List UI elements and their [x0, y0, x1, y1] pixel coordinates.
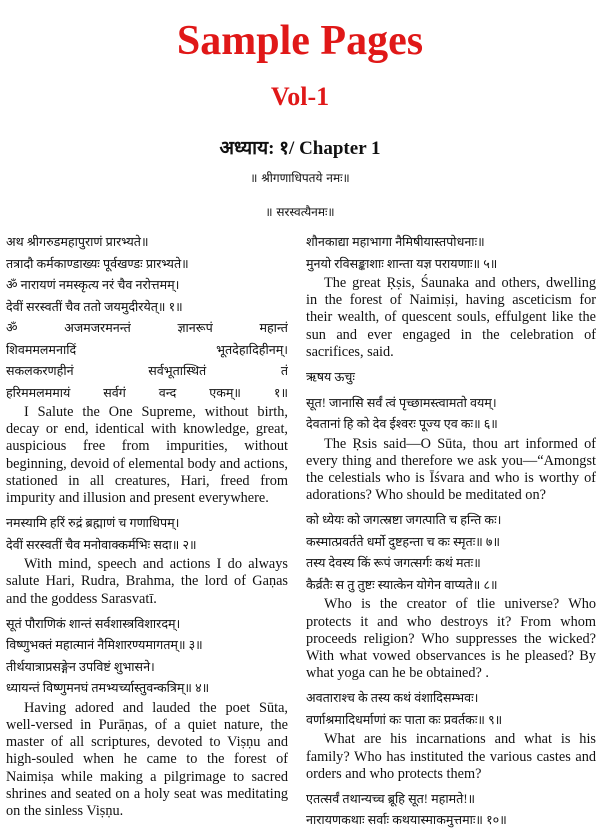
sanskrit-line: सूत! जानासि सर्वं त्वं पृच्छामस्त्वामतो वयम्। — [306, 395, 497, 410]
translation-paragraph: Who is the creator of tlie universe? Who protects it and who destroys it? From whom proceeds religion? Who suppresses the wicked? With what vowed observances is he pleased? By what yoga can he be obtained? . — [306, 596, 596, 682]
sanskrit-line: देवतानां हि को देव ईश्वरः पूज्य एव कः॥ ६॥ — [306, 417, 498, 432]
sanskrit-line: तस्य देवस्य किं रूपं जगत्सर्गः कथं मतः॥ — [306, 556, 481, 571]
sanskrit-line: नारायणकथाः सर्वाः कथयास्माकमुत्तमाः॥ १०॥ — [306, 813, 507, 828]
speaker-label: ऋषय ऊचुः — [306, 370, 355, 385]
sanskrit-line: देवीं सरस्वतीं चैव मनोवाक्कर्मभिः सदा॥ २॥ — [6, 537, 197, 552]
volume-label: Vol-1 — [270, 82, 330, 111]
sanskrit-line: वर्णाश्रमादिधर्माणां कः पाता कः प्रवर्तकः॥ ९॥ — [306, 712, 503, 727]
sanskrit-line: कैर्व्रतैः स तु तुष्टः स्यात्केन योगेन वाप्यते॥ ८॥ — [306, 577, 498, 592]
sanskrit-line: कस्मात्प्रवर्तते धर्मो दुष्टहन्ता च कः स्मृतः॥ ७॥ — [306, 534, 501, 549]
translation-paragraph: I Salute the One Supreme, without birth, decay or end, identical with knowledge, great, auspicious free from impurities, without beginning, devoid of elemental body and actions, stationed in all creatures, Hari, freed from impurity and illusion and present everywhere. — [6, 404, 288, 507]
translation-paragraph: With mind, speech and actions I do always salute Hari, Rudra, Brahma, the lord of Gaṇas and the goddess Sarasvatī. — [6, 556, 288, 607]
sanskrit-line: हरिममलममायं सर्वगं वन्द एकम्॥ १॥ — [6, 385, 288, 400]
sanskrit-line: एतत्सर्वं तथान्यच्च ब्रूहि सूत! महामते!॥ — [306, 791, 476, 806]
sanskrit-line: सूतं पौराणिकं शान्तं सर्वशास्त्रविशारदम्। — [6, 616, 181, 631]
chapter-heading: अध्याय: १/ Chapter 1 — [219, 138, 381, 159]
sanskrit-line: विष्णुभक्तं महात्मानं नैमिशारण्यमागतम्॥ ३॥ — [6, 638, 203, 653]
sanskrit-line: नमस्यामि हरिं रुद्रं ब्रह्माणं च गणाधिपम्। — [6, 516, 180, 531]
translation-paragraph: What are his incarnations and what is his family? Who has instituted the various castes and orders and who protects them? — [306, 731, 596, 782]
translation-paragraph: The great Ṛṣis, Śaunaka and others, dwelling in the forest of Naimiṣi, having asceticism for their wealth, of quescent souls, effulgent like the sun and ever engaged in the celebration of sacrifices, said. — [306, 275, 596, 360]
sanskrit-line: ॐ अजमजरमनन्तं ज्ञानरूपं महान्तं — [6, 321, 288, 335]
sanskrit-line: को ध्येयः को जगत्स्रष्टा जगत्पाति च हन्ति कः। — [306, 513, 502, 528]
sanskrit-line: मुनयो रविसङ्काशाः शान्ता यज्ञ परायणाः॥ ५॥ — [306, 256, 498, 271]
sanskrit-line: तीर्थयात्राप्रसङ्गेन उपविष्टं शुभासने। — [6, 659, 155, 674]
invocation-sarasvati: ॥ सरस्वत्यैनमः॥ — [265, 205, 335, 219]
page-title: Sample Pages — [176, 18, 424, 64]
right-column — [306, 232, 596, 832]
sanskrit-line: ध्यायन्तं विष्णुमनघं तमभ्यर्च्यास्तुवन्कत्रिम्॥ ४॥ — [6, 681, 210, 696]
translation-paragraph: Having adored and lauded the poet Sūta, well-versed in Purāṇas, of a quiet nature, the master of all scriptures, devoted to Viṣṇu and high-souled when he came to the forest of Naimiṣa while making a pilgrimage to sacred shrines and seated on a holy seat was meditating on the sinless Viṣṇu. — [6, 699, 288, 820]
left-column — [6, 232, 288, 820]
sanskrit-line: शौनकाद्या महाभागा नैमिषीयास्तपोधनाः॥ — [306, 235, 485, 249]
sanskrit-line: तत्रादौ कर्मकाण्डाख्यः पूर्वखण्डः प्रारभ्यते॥ — [6, 256, 189, 271]
sanskrit-line: शिवममलमनादिं भूतदेहादिहीनम्। — [6, 342, 288, 357]
sanskrit-line: अथ श्रीगरुडमहापुराणं प्रारभ्यते॥ — [6, 235, 149, 249]
sanskrit-line: देवीं सरस्वतीं चैव ततो जयमुदीरयेत्॥ १॥ — [6, 299, 183, 314]
sanskrit-line: अवताराश्च के तस्य कथं वंशादिसम्भवः। — [306, 691, 479, 706]
sanskrit-line: ॐ नारायणं नमस्कृत्य नरं चैव नरोत्तमम्। — [6, 278, 180, 292]
translation-paragraph: The Ṛsis said—O Sūta, thou art informed of every thing and therefore we ask you—“Amongst the celestials who is Īśvara and who is worthy of adorations? Who should be meditated on? — [306, 435, 596, 504]
sanskrit-line: सकलकरणहीनं सर्वभूतास्थितं तं — [6, 364, 288, 378]
invocation-ganadhipa: ॥ श्रीगणाधिपतये नमः॥ — [250, 171, 350, 185]
